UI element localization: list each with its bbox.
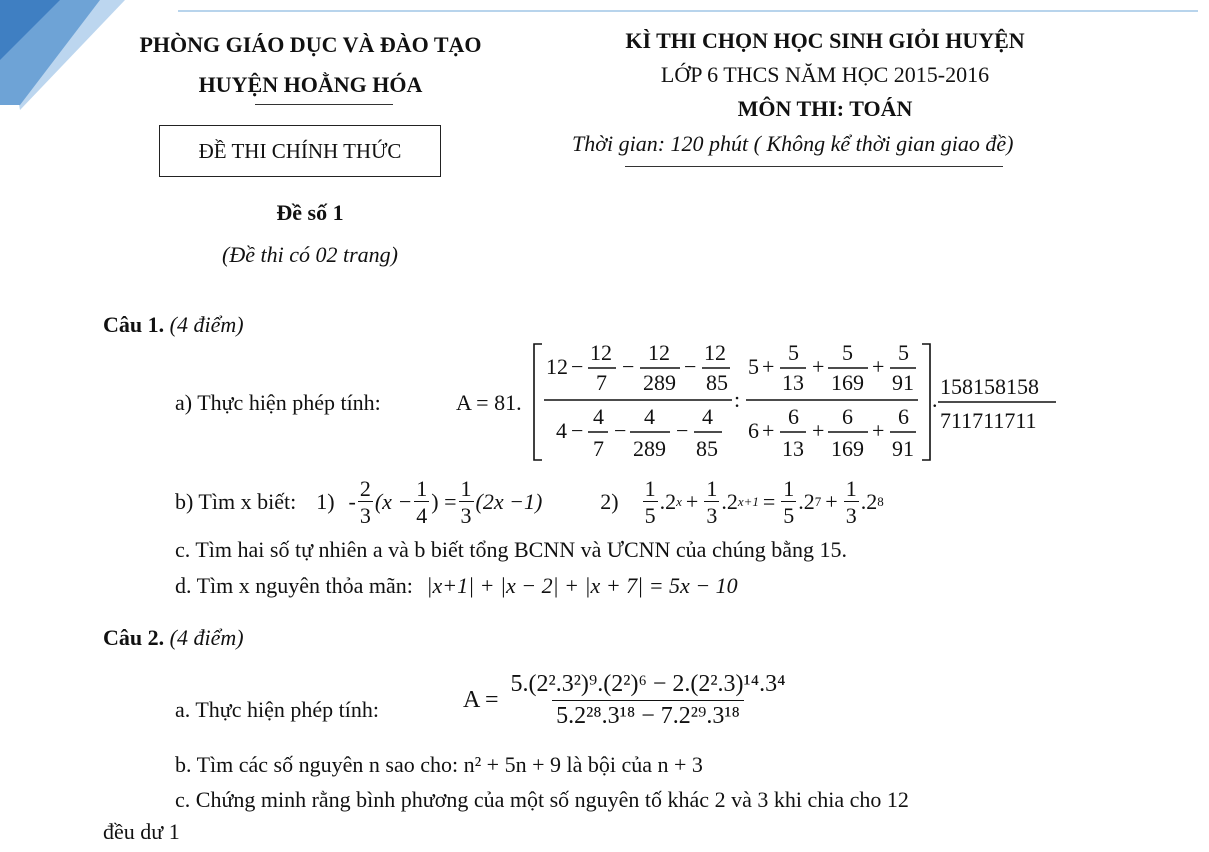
op-plus: + [685, 489, 699, 514]
q1b-item2: 2) [600, 489, 619, 514]
official-exam-box [159, 125, 441, 177]
frac-den: 91 [892, 436, 914, 461]
frac-num: 6 [842, 404, 853, 429]
frac-num: 1 [845, 475, 857, 501]
expr-part: .2 [659, 489, 677, 514]
expr-part: (2x −1) [475, 489, 543, 514]
q1a-label: a) Thực hiện phép tính: [175, 390, 381, 415]
exam-time: Thời gian: 120 phút ( Không kể thời gian giao đề) [572, 131, 1014, 156]
q1-points: (4 điểm) [169, 312, 244, 337]
exam-subject: MÔN THI: TOÁN [737, 96, 913, 121]
frac-den: 289 [633, 436, 666, 461]
q2-heading [103, 625, 244, 651]
q2-label: Câu 2. [103, 625, 165, 650]
q1d-row [175, 573, 738, 599]
frac-den: 13 [782, 370, 804, 395]
fraction [781, 477, 796, 527]
frac-num: 1 [706, 475, 718, 501]
frac-den: 85 [696, 436, 718, 461]
frac-den: 289 [643, 370, 676, 395]
exponent: x [676, 494, 682, 509]
op-minus: − [571, 418, 584, 443]
frac-den: 4 [416, 503, 428, 528]
frac-den: 13 [782, 436, 804, 461]
q2-points: (4 điểm) [169, 625, 244, 650]
official-label: ĐỀ THI CHÍNH THỨC [198, 138, 402, 163]
fraction [414, 477, 429, 527]
minus-sign: - [348, 489, 356, 514]
num-5: 5 [748, 354, 759, 379]
frac-den: 7 [596, 370, 607, 395]
q2a-fraction [507, 672, 790, 729]
frac-den: 3 [359, 503, 371, 528]
frac-num: 4 [702, 404, 713, 429]
op-plus: + [762, 354, 775, 379]
q1c-text: c. Tìm hai số tự nhiên a và b biết tổng BCNN và ƯCNN của chúng bằng 15. [175, 537, 847, 562]
pages-note: (Đề thi có 02 trang) [222, 242, 398, 267]
frac-num: 5 [842, 340, 853, 365]
frac-den: 85 [706, 370, 728, 395]
frac-den: 91 [892, 370, 914, 395]
frac-num: 4 [593, 404, 604, 429]
fraction [704, 477, 719, 527]
num-4: 4 [556, 418, 567, 443]
exponent: 7 [814, 494, 822, 509]
exponent: x+1 [737, 494, 759, 509]
frac-num: 12 [590, 340, 612, 365]
q2c-text: c. Chứng minh rằng bình phương của một số nguyên tố khác 2 và 3 khi chia cho 12 [175, 787, 909, 812]
op-equals: = [762, 489, 776, 514]
op-plus: + [812, 418, 825, 443]
expr-part: .2 [798, 489, 815, 514]
q2a-expr [463, 672, 791, 729]
frac-num: 12 [704, 340, 726, 365]
frac-num: 1 [644, 475, 656, 501]
q1d-label: d. Tìm x nguyên thỏa mãn: [175, 573, 413, 598]
op-minus: − [684, 354, 697, 379]
expr-part: ) = [431, 489, 457, 514]
frac-den: 3 [845, 503, 857, 528]
frac-num: 6 [898, 404, 909, 429]
op-minus: − [614, 418, 627, 443]
frac-num: 1 [783, 475, 795, 501]
org-underline [255, 104, 393, 105]
frac-den: 5 [783, 503, 795, 528]
big-denominator: 711711711 [940, 408, 1037, 433]
fraction [459, 477, 474, 527]
q1-label: Câu 1. [103, 312, 165, 337]
frac-num: 2 [359, 475, 371, 501]
frac-num: 5 [898, 340, 909, 365]
q2a-A: A = [463, 687, 499, 714]
exam-class: LỚP 6 THCS NĂM HỌC 2015-2016 [660, 62, 990, 87]
frac-den: 3 [460, 503, 472, 528]
op-dot: . [932, 387, 938, 412]
q1d-expr: |x+1| + |x − 2| + |x + 7| = 5x − 10 [426, 573, 738, 598]
frac-den: 7 [593, 436, 604, 461]
frac-num: 1 [416, 475, 428, 501]
op-plus: + [872, 418, 885, 443]
op-plus: + [825, 489, 838, 514]
op-plus: + [872, 354, 885, 379]
frac-num: 4 [644, 404, 655, 429]
q1b-expr2 [641, 477, 884, 527]
op-minus: − [622, 354, 635, 379]
num-6: 6 [748, 418, 759, 443]
frac-den: 3 [706, 503, 718, 528]
num-12: 12 [546, 354, 568, 379]
fraction [358, 477, 373, 527]
exponent: 8 [877, 494, 884, 509]
frac-num: 12 [648, 340, 670, 365]
exam-title: KÌ THI CHỌN HỌC SINH GIỎI HUYỆN [625, 28, 1025, 53]
q1b-item1: 1) [316, 489, 335, 514]
frac-den: 169 [831, 436, 864, 461]
frac-den: 5 [644, 503, 656, 528]
fraction [643, 477, 658, 527]
a-equals: A = 81. [456, 390, 522, 415]
q1b-expr1 [349, 477, 543, 527]
q2c-text-cont: đều dư 1 [103, 819, 180, 844]
op-colon: : [734, 387, 741, 412]
time-underline [625, 166, 1003, 167]
exam-number: Đề số 1 [276, 200, 344, 225]
q2b-text: b. Tìm các số nguyên n sao cho: n² + 5n + 9 là bội của n + 3 [175, 752, 703, 777]
frac-num: 5 [788, 340, 799, 365]
expr-part: .2 [860, 489, 878, 514]
expr-part: (x − [374, 489, 413, 514]
q1b-label: b) Tìm x biết: [175, 489, 297, 514]
q2a-denominator: 5.2²⁸.3¹⁸ − 7.2²⁹.3¹⁸ [552, 700, 744, 729]
fraction [844, 477, 859, 527]
op-minus: − [676, 418, 689, 443]
q1-heading [103, 312, 244, 338]
org-line-1: PHÒNG GIÁO DỤC VÀ ĐÀO TẠO [139, 32, 482, 57]
frac-num: 1 [460, 475, 472, 501]
frac-den: 169 [831, 370, 864, 395]
op-minus: − [571, 354, 584, 379]
q2a-label: a. Thực hiện phép tính: [175, 697, 379, 722]
q2a-numerator: 5.(2².3²)⁹.(2²)⁶ − 2.(2².3)¹⁴.3⁴ [510, 671, 786, 697]
q1b-row [175, 472, 884, 532]
op-plus: + [762, 418, 775, 443]
op-plus: + [812, 354, 825, 379]
q1a-expression [450, 340, 1070, 465]
frac-num: 6 [788, 404, 799, 429]
org-line-2: HUYỆN HOẰNG HÓA [198, 72, 423, 97]
header-rule [178, 10, 1198, 12]
expr-part: .2 [721, 489, 738, 514]
big-numerator: 158158158 [940, 374, 1039, 399]
